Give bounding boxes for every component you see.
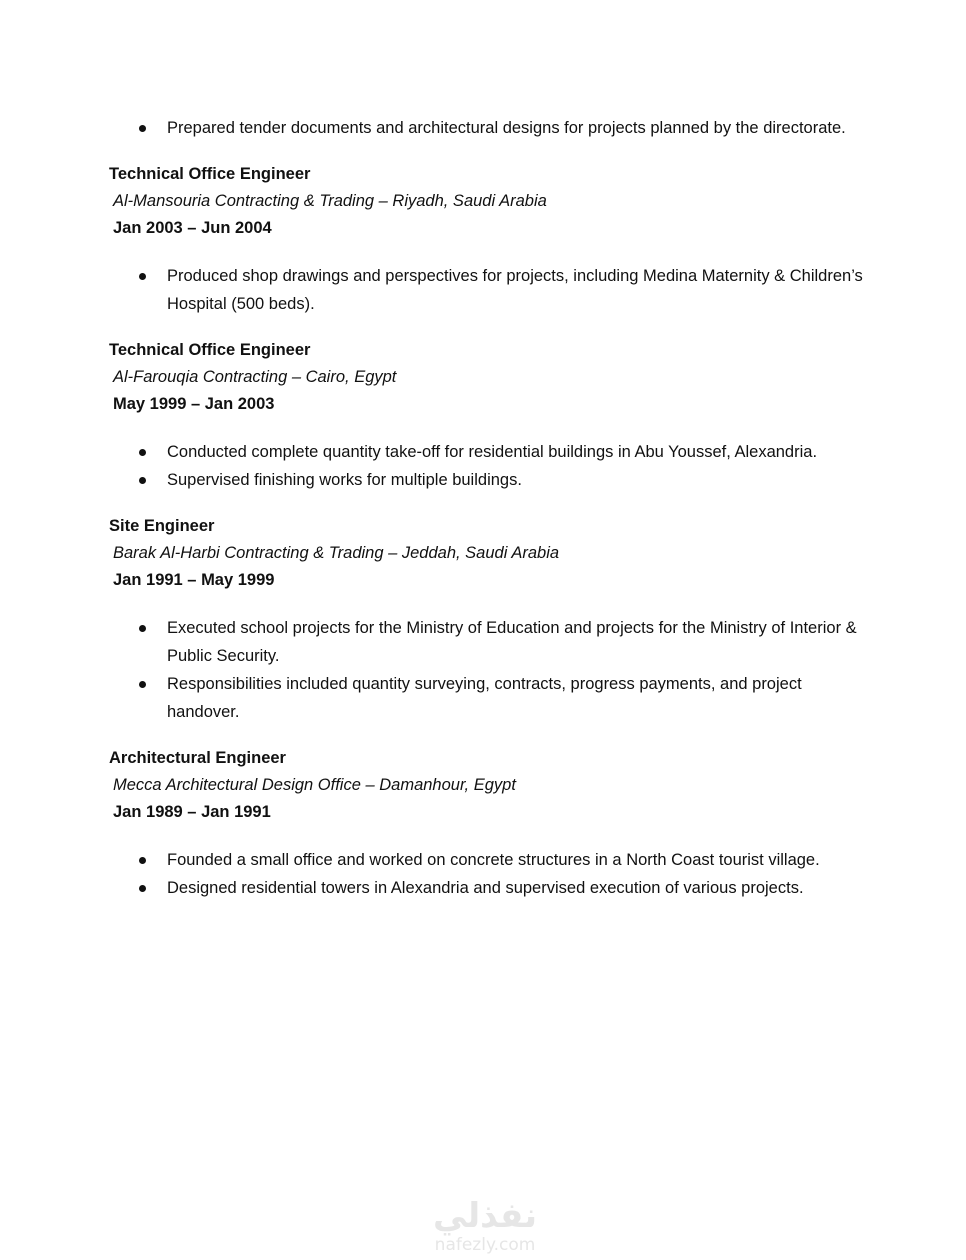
watermark-latin: nafezly.com	[434, 1235, 536, 1255]
bullet-icon	[139, 681, 146, 688]
job-bullet-list	[109, 614, 869, 726]
job-entry	[109, 337, 869, 494]
job-company: Mecca Architectural Design Office – Damanhour, Egypt	[113, 776, 516, 794]
bullet-icon	[139, 125, 146, 132]
job-title: Technical Office Engineer	[109, 165, 311, 183]
experience-section	[109, 114, 869, 902]
job-entry	[109, 745, 869, 902]
job-dates: Jan 1989 – Jan 1991	[113, 803, 271, 821]
bullet-text: Supervised finishing works for multiple buildings.	[167, 471, 522, 489]
bullet-item	[109, 262, 869, 318]
job-company: Barak Al-Harbi Contracting & Trading – Jeddah, Saudi Arabia	[113, 544, 560, 562]
intro-bullet-list	[109, 114, 869, 142]
bullet-item	[109, 614, 869, 670]
watermark-arabic: نفذلي	[432, 1196, 538, 1236]
bullet-text: Executed school projects for the Ministry of Education and projects for the Ministry of Interior & Public Security.	[167, 619, 857, 665]
bullet-text: Founded a small office and worked on concrete structures in a North Coast tourist village.	[167, 851, 820, 869]
job-company: Al-Mansouria Contracting & Trading – Riyadh, Saudi Arabia	[113, 192, 547, 210]
job-title: Site Engineer	[109, 517, 215, 535]
job-title: Architectural Engineer	[109, 749, 286, 767]
job-bullet-list	[109, 262, 869, 318]
bullet-item	[109, 846, 869, 874]
bullet-item	[109, 114, 869, 142]
bullet-text: Designed residential towers in Alexandria and supervised execution of various projects.	[167, 879, 804, 897]
bullet-icon	[139, 477, 146, 484]
bullet-item	[109, 670, 869, 726]
job-dates: May 1999 – Jan 2003	[113, 395, 275, 413]
bullet-item	[109, 874, 869, 902]
bullet-icon	[139, 857, 146, 864]
bullet-text: Prepared tender documents and architectural designs for projects planned by the directorate.	[167, 119, 846, 137]
job-entry	[109, 513, 869, 726]
job-entry	[109, 161, 869, 318]
bullet-icon	[139, 449, 146, 456]
bullet-icon	[139, 273, 146, 280]
bullet-item	[109, 466, 869, 494]
job-company: Al-Farouqia Contracting – Cairo, Egypt	[113, 368, 397, 386]
bullet-icon	[139, 885, 146, 892]
bullet-text: Produced shop drawings and perspectives for projects, including Medina Maternity & Children’s Hospital (500 beds).	[167, 267, 863, 313]
job-bullet-list	[109, 846, 869, 902]
watermark-logo	[420, 1196, 550, 1254]
bullet-text: Responsibilities included quantity surveying, contracts, progress payments, and project handover.	[167, 675, 802, 721]
job-dates: Jan 2003 – Jun 2004	[113, 219, 272, 237]
bullet-item	[109, 438, 869, 466]
bullet-icon	[139, 625, 146, 632]
job-bullet-list	[109, 438, 869, 494]
job-title: Technical Office Engineer	[109, 341, 311, 359]
bullet-text: Conducted complete quantity take-off for residential buildings in Abu Youssef, Alexandria.	[167, 443, 818, 461]
job-dates: Jan 1991 – May 1999	[113, 571, 275, 589]
